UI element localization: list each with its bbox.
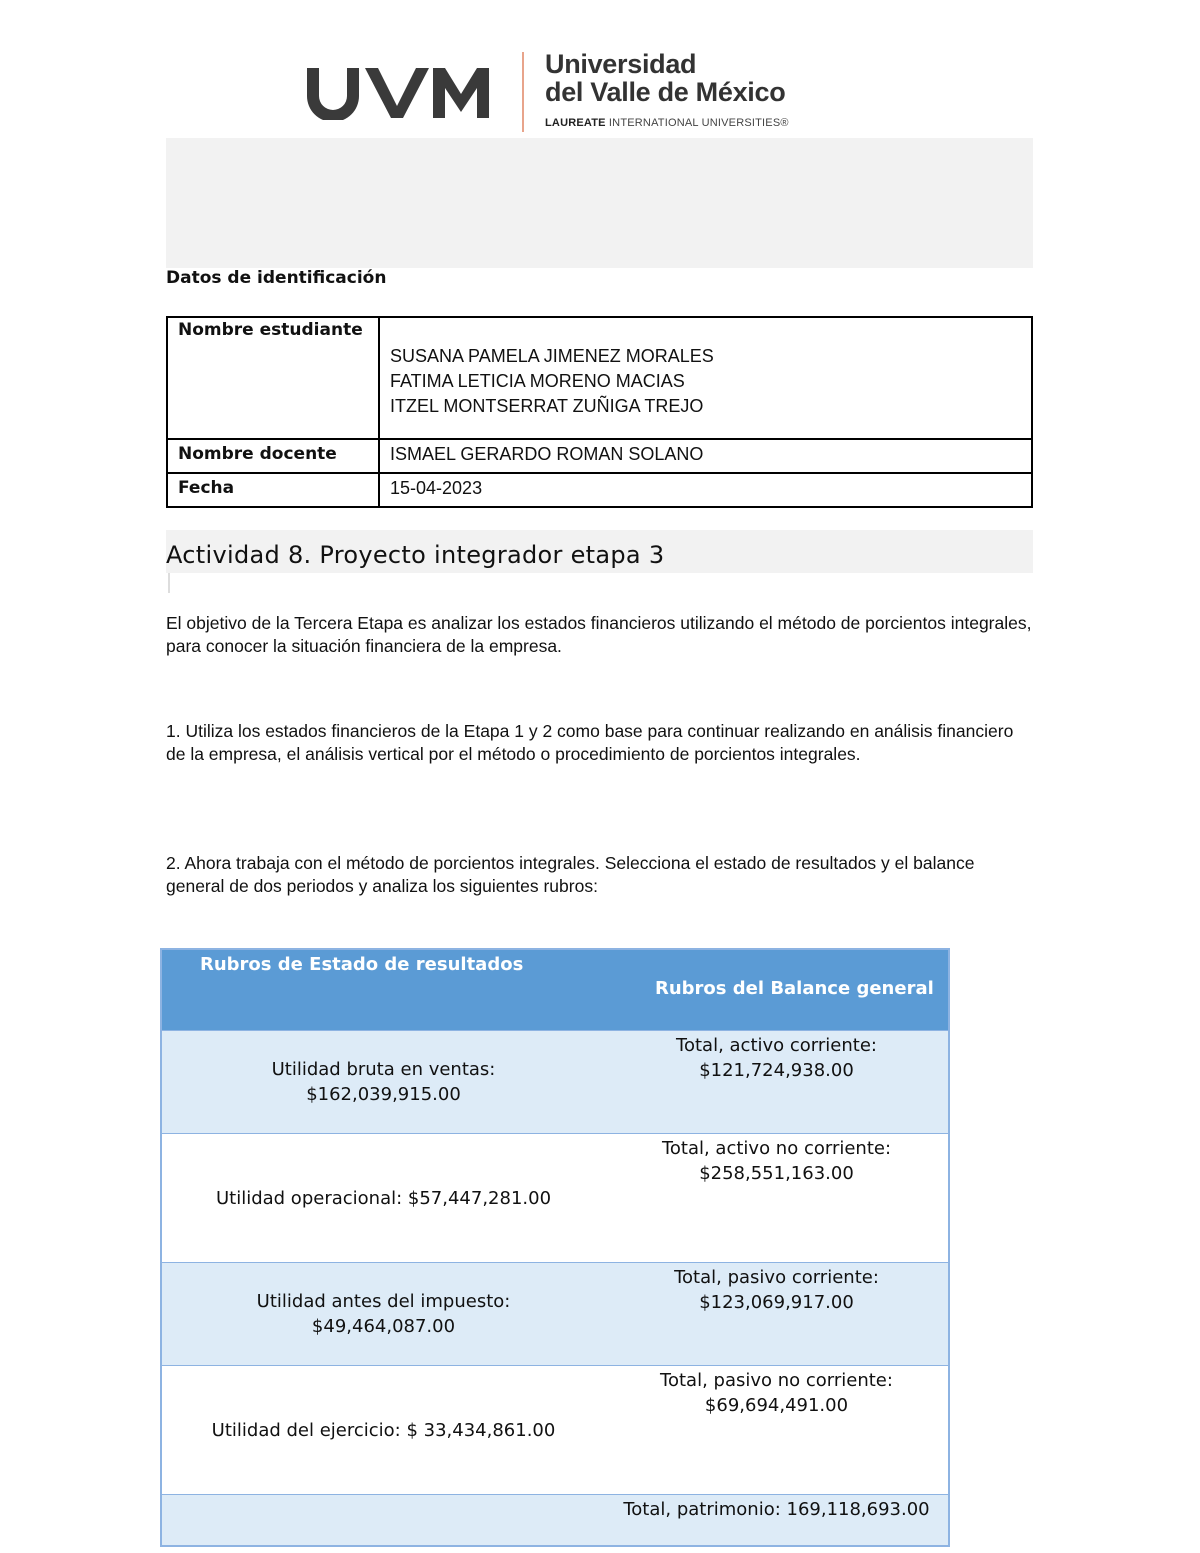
table-cell [161,1134,605,1263]
student-label: Nombre estudiante [167,317,379,439]
laureate-tagline: LAUREATE INTERNATIONAL UNIVERSITIES® [545,117,789,129]
header-band [166,138,1033,268]
table-cell [161,1263,605,1366]
table-cell [161,1366,605,1495]
cell-line: Utilidad del ejercicio: $ 33,434,861.00 [211,1420,556,1441]
cell-line: Total, activo corriente: [676,1035,877,1056]
teacher-label: Nombre docente [167,439,379,473]
table-cell [605,1263,949,1366]
logo-divider [522,52,524,132]
header-balance-sheet: Rubros del Balance general [605,949,949,1031]
date-label: Fecha [167,473,379,507]
divider [168,573,170,593]
table-cell [605,1366,949,1495]
cell-line: Total, activo no corriente: [661,1138,892,1159]
table-cell [605,1031,949,1134]
cell-line: $123,069,917.00 [699,1292,854,1313]
table-row [161,1134,949,1263]
cell-line: Utilidad bruta en ventas: [271,1059,496,1080]
cell-line: $49,464,087.00 [311,1316,456,1337]
cell-line: Utilidad operacional: $57,447,281.00 [215,1188,552,1209]
student-name: ITZEL MONTSERRAT ZUÑIGA TREJO [390,396,704,416]
table-row [167,473,1032,507]
table-row [161,1263,949,1366]
cell-line: Utilidad antes del impuesto: [256,1291,511,1312]
activity-title: Actividad 8. Proyecto integrador etapa 3 [166,541,665,569]
table-row [167,317,1032,439]
table-row [161,1366,949,1495]
cell-line: $69,694,491.00 [704,1395,849,1416]
table-cell [161,1495,605,1547]
step-2-paragraph: 2. Ahora trabaja con el método de porcientos integrales. Selecciona el estado de resultados y el balance general de dos periodos y analiza los siguientes rubros: [166,853,975,896]
table-row [161,1031,949,1134]
table-row [161,1495,949,1547]
cell-line: Total, pasivo no corriente: [660,1370,893,1391]
table-row [167,439,1032,473]
uvm-logo-mark [303,64,503,120]
table-header-row [161,949,949,1031]
student-names [379,317,1032,439]
student-name: SUSANA PAMELA JIMENEZ MORALES [390,346,714,366]
teacher-name: ISMAEL GERARDO ROMAN SOLANO [379,439,1032,473]
cell-line: Total, pasivo corriente: [674,1267,879,1288]
cell-line: Total, patrimonio: 169,118,693.00 [623,1499,930,1520]
objective-paragraph: El objetivo de la Tercera Etapa es analizar los estados financieros utilizando el método de porcientos integrales, para conocer la situación financiera de la empresa. [166,613,1032,656]
cell-line: $162,039,915.00 [306,1084,461,1105]
step-1-paragraph: 1. Utiliza los estados financieros de la Etapa 1 y 2 como base para continuar realizando en análisis financiero de la empresa, el análisis vertical por el método o procedimiento de porcientos integrales. [166,721,1014,764]
identification-table [166,316,1033,508]
date-value: 15-04-2023 [379,473,1032,507]
section-title: Datos de identificación [166,268,387,288]
cell-line: $121,724,938.00 [699,1060,854,1081]
table-cell [161,1031,605,1134]
university-name: Universidad del Valle de México [545,49,786,107]
table-cell [605,1134,949,1263]
cell-line: $258,551,163.00 [699,1163,854,1184]
table-cell [605,1495,949,1547]
student-name: FATIMA LETICIA MORENO MACIAS [390,371,685,391]
header-income-statement: Rubros de Estado de resultados [161,949,605,1031]
rubros-table [160,948,950,1547]
